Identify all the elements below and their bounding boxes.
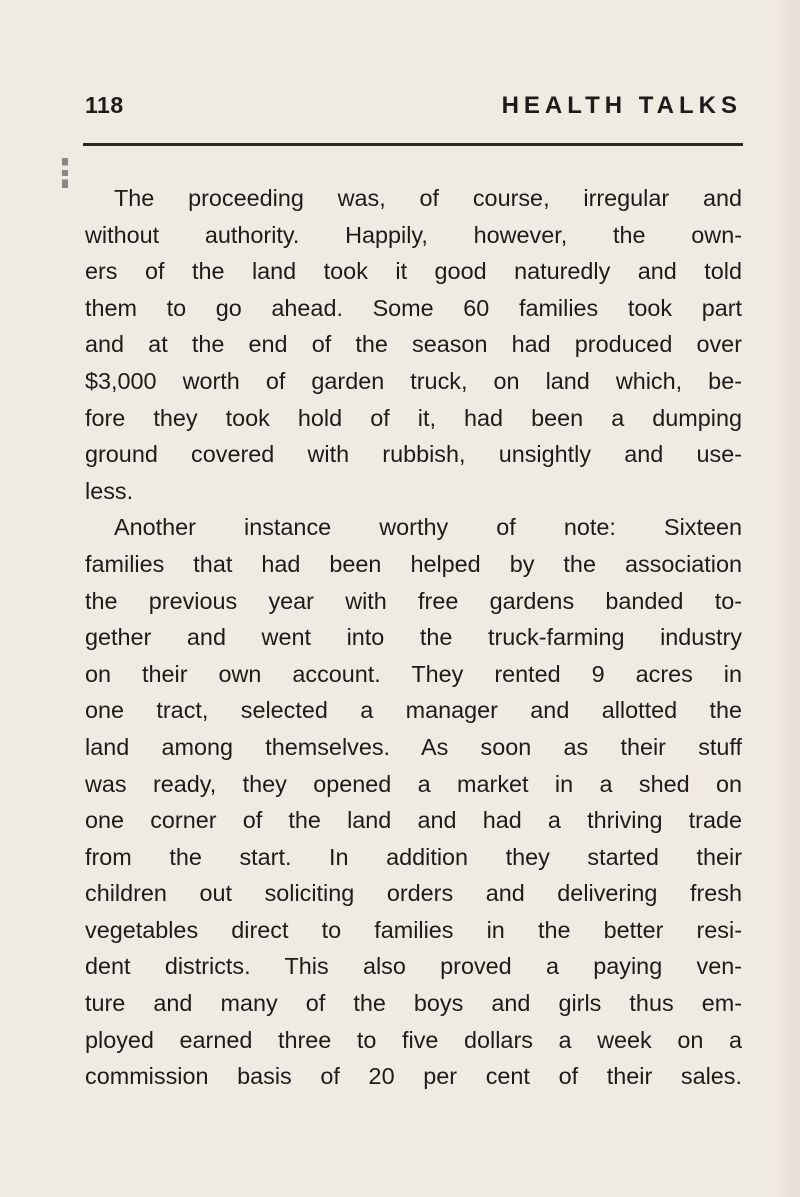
text-line: one tract, selected a manager and allotted the xyxy=(85,697,742,724)
text-line: from the start. In addition they started their xyxy=(85,843,742,870)
text-line: children out soliciting orders and delivering fresh xyxy=(85,880,742,907)
text-line: Another instance worthy of note: Sixteen xyxy=(114,514,742,541)
text-line: them to go ahead. Some 60 families took part xyxy=(85,294,742,321)
header-rule xyxy=(83,143,743,146)
paragraph-1 xyxy=(85,180,742,509)
text-line: less. xyxy=(85,477,134,504)
text-line: without authority. Happily, however, the own- xyxy=(85,221,742,248)
text-line: was ready, they opened a market in a shed on xyxy=(85,770,742,797)
text-line: gether and went into the truck-farming industry xyxy=(85,624,742,651)
page-number: 118 xyxy=(85,92,124,118)
text-line: commission basis of 20 per cent of their sales. xyxy=(85,1063,742,1090)
paragraph-2 xyxy=(85,509,742,1095)
running-title: HEALTH TALKS xyxy=(501,92,742,119)
text-line: $3,000 worth of garden truck, on land which, be- xyxy=(85,367,742,394)
text-line: vegetables direct to families in the better resi- xyxy=(85,916,742,943)
body-text xyxy=(85,180,742,1095)
text-line: ers of the land took it good naturedly and told xyxy=(85,258,742,285)
text-line: families that had been helped by the association xyxy=(85,550,742,577)
running-header xyxy=(85,92,742,128)
text-line: ground covered with rubbish, unsightly and use- xyxy=(85,441,742,468)
text-line: land among themselves. As soon as their stuff xyxy=(85,733,742,760)
text-line: ployed earned three to five dollars a week on a xyxy=(85,1026,742,1053)
text-line: the previous year with free gardens banded to- xyxy=(85,587,742,614)
text-line: The proceeding was, of course, irregular and xyxy=(114,185,742,211)
text-line: dent districts. This also proved a paying ven- xyxy=(85,953,742,980)
text-line: on their own account. They rented 9 acres in xyxy=(85,660,742,687)
page-edge xyxy=(778,0,800,1197)
margin-mark xyxy=(62,158,68,188)
text-line: fore they took hold of it, had been a dumping xyxy=(85,404,742,431)
text-line: ture and many of the boys and girls thus em- xyxy=(85,990,742,1017)
text-line: and at the end of the season had produced over xyxy=(85,331,742,358)
text-line: one corner of the land and had a thriving trade xyxy=(85,807,742,834)
